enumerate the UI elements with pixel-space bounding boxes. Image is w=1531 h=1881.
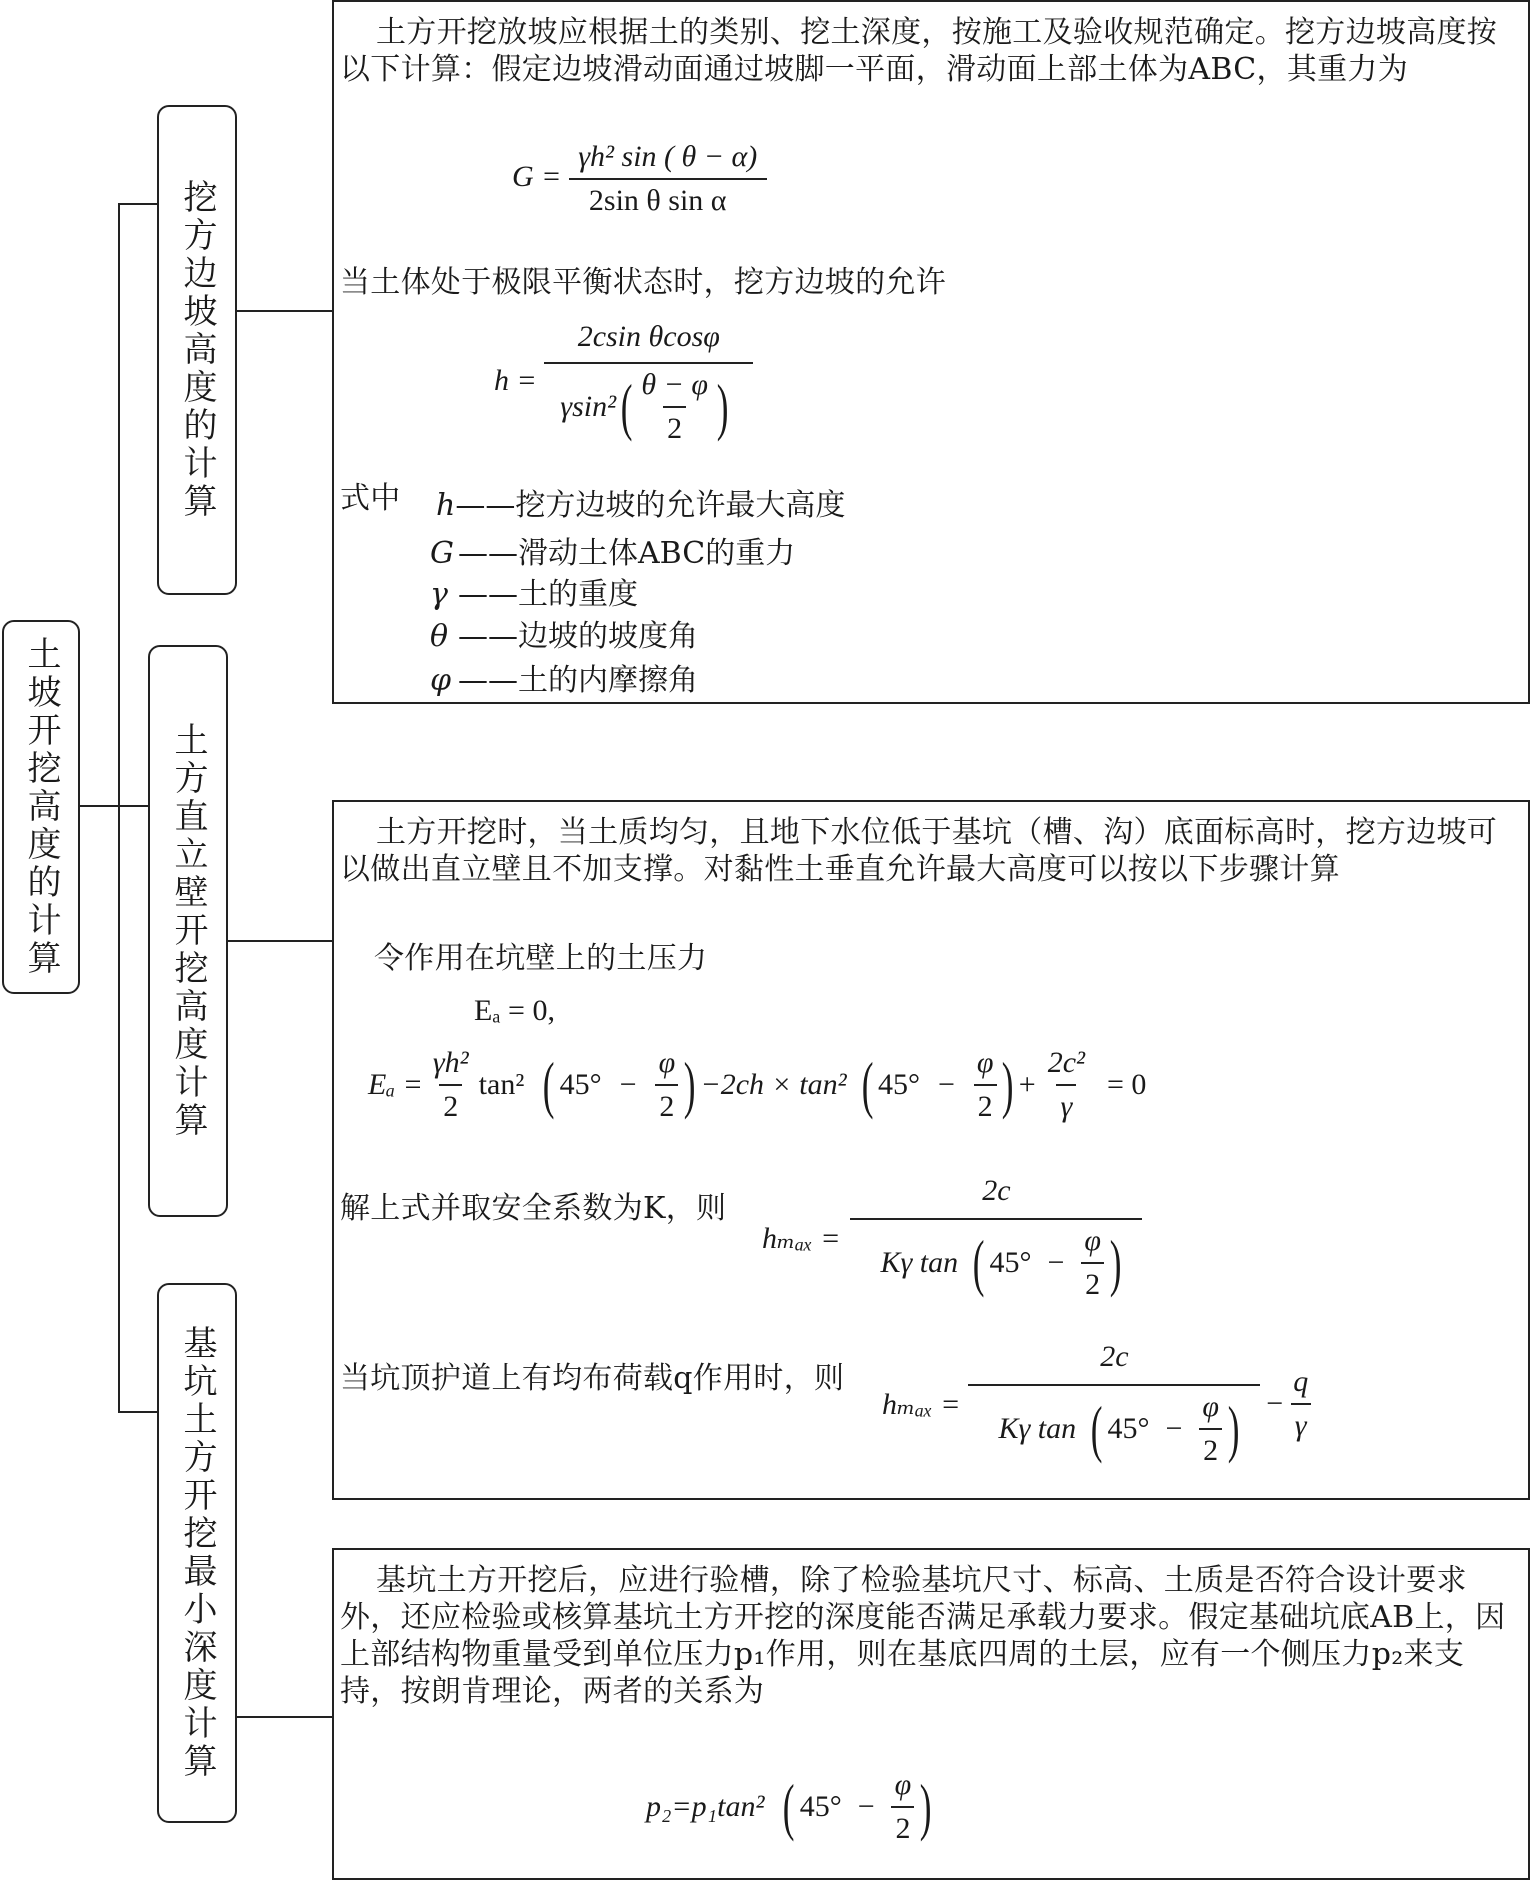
eq2-rparen2: )	[1002, 1049, 1014, 1120]
symbol-row-h	[436, 480, 845, 524]
panel3-intro: 基坑土方开挖后，应进行验槽，除了检验基坑尺寸、标高、土质是否符合设计要求外，还应检验或核算基坑土方开挖的深度能否满足承载力要求。假定基础坑底AB上，因上部结构物重量受到单位压力p₁作用，则在基底四周的土层，应有一个侧压力p₂来支持，按朗肯理论，两者的关系为	[340, 1563, 1506, 1709]
connector-trunk	[118, 203, 120, 1413]
symbol-row-phi	[430, 655, 698, 699]
hmax2-lhs: hₘₐₓ =	[882, 1387, 961, 1421]
panel2-line3: 解上式并取安全系数为K，则	[340, 1191, 727, 1226]
eq2-frac3	[973, 1046, 998, 1124]
p2-deg: 45°	[799, 1790, 842, 1823]
branch-label-3: 基坑土方开挖最小深度计算	[177, 1325, 217, 1781]
eq2-two1: 2	[655, 1084, 678, 1124]
formula-G-lhs: G =	[512, 159, 562, 193]
symbol-phi: φ	[430, 663, 452, 698]
eq2-frac1	[429, 1046, 473, 1124]
connector-branch-1	[118, 203, 158, 205]
panel-slope-height	[332, 0, 1530, 704]
formula-G-den: 2sin θ sin α	[569, 178, 767, 218]
hmax2-minus: −	[1165, 1412, 1183, 1445]
eq-Ea-full	[368, 1046, 1146, 1124]
hmax1-two: 2	[1081, 1262, 1104, 1302]
hmax1-den	[850, 1218, 1142, 1302]
symbol-gamma: γ	[430, 577, 448, 612]
eq2-tan: tan²	[478, 1068, 525, 1101]
symbol-row-theta	[430, 611, 698, 655]
branch-label-1: 挖方边坡高度的计算	[177, 179, 217, 521]
panel-vertical-wall	[332, 800, 1530, 1500]
eq2-minus1: −	[619, 1068, 637, 1101]
panel2-intro: 土方开挖时，当土质均匀，且地下水位低于基坑（槽、沟）底面标高时，挖方边坡可以做出直立壁且不加支撑。对黏性土垂直允许最大高度可以按以下步骤计算	[340, 815, 1498, 887]
connector-panel-2	[228, 940, 333, 942]
formula-G	[512, 140, 767, 218]
hmax1-lhs: hₘₐₓ =	[762, 1221, 841, 1255]
hmax1-phi: φ	[1084, 1224, 1101, 1257]
hmax2-den	[968, 1384, 1260, 1468]
formula-G-frac	[569, 140, 767, 218]
eq2-deg1: 45°	[559, 1068, 602, 1101]
eq2-f3-num: 2c²	[1047, 1046, 1086, 1079]
symbol-G-dash: ——	[458, 536, 518, 571]
hmax2-phi: φ	[1202, 1390, 1219, 1423]
formula-h-num: 2csin θcosφ	[577, 320, 720, 353]
connector-branch-3	[118, 1411, 158, 1413]
hmax1-den-pre: Kγ tan	[880, 1246, 959, 1279]
formula-G-num: γh² sin ( θ − α)	[578, 140, 758, 173]
eq2-frac2	[655, 1046, 680, 1124]
hmax2-tail-den: γ	[1291, 1403, 1311, 1443]
symbol-phi-dash: ——	[458, 663, 518, 698]
hmax2-two: 2	[1199, 1428, 1222, 1468]
panel-min-depth	[332, 1548, 1530, 1880]
p2-minus: −	[857, 1790, 875, 1823]
connector-panel-1	[235, 310, 333, 312]
hmax1-num: 2c	[982, 1174, 1011, 1207]
formula-h-den-den: 2	[663, 406, 686, 446]
p2-lhs: p₂=p₁tan²	[646, 1790, 765, 1823]
hmax2-deg: 45°	[1107, 1412, 1150, 1445]
formula-h-den-num: θ − φ	[641, 368, 708, 401]
hmax1-frac	[850, 1174, 1142, 1302]
formula-h-lparen: (	[620, 371, 633, 442]
eq2-rparen1: )	[683, 1049, 696, 1120]
eq2-frac4	[1044, 1046, 1089, 1124]
eq2-two2: 2	[974, 1084, 997, 1124]
hmax2-num: 2c	[1100, 1340, 1129, 1373]
root-label: 土坡开挖高度的计算	[21, 636, 61, 978]
hmax2-den-pre: Kγ tan	[998, 1412, 1077, 1445]
symbol-h-desc: 挖方边坡的允许最大高度	[515, 488, 846, 523]
panel2-line4: 当坑顶护道上有均布荷载q作用时，则	[340, 1361, 845, 1396]
symbol-theta-desc: 边坡的坡度角	[518, 619, 698, 654]
p2-two: 2	[891, 1806, 914, 1846]
hmax2-lparen: (	[1090, 1393, 1103, 1464]
p2-phi: φ	[894, 1768, 912, 1801]
panel2-line2: 令作用在坑壁上的土压力	[374, 941, 708, 976]
eq-hmax2	[882, 1340, 1312, 1468]
symbols-prefix: 式中	[340, 481, 401, 516]
panel1-intro: 土方开挖放坡应根据土的类别、挖土深度，按施工及验收规范确定。挖方边坡高度按以下计算：假定边坡滑动面通过坡脚一平面，滑动面上部土体为ABC，其重力为	[340, 15, 1498, 87]
p2-rparen: )	[920, 1771, 932, 1842]
formula-h-frac	[544, 320, 753, 446]
branch-node-3	[157, 1283, 237, 1823]
formula-h-rparen: )	[716, 371, 729, 442]
hmax2-rparen: )	[1227, 1393, 1240, 1464]
hmax1-inner	[1080, 1224, 1105, 1302]
eq2-minus2: −	[937, 1068, 955, 1101]
symbol-phi-desc: 土的内摩擦角	[518, 663, 698, 698]
eq-Ea-zero: Eₐ = 0,	[474, 994, 555, 1027]
branch-node-2	[148, 645, 228, 1217]
hmax2-frac	[968, 1340, 1260, 1468]
symbol-gamma-dash: ——	[458, 577, 518, 612]
symbol-row-gamma	[430, 569, 638, 613]
symbol-gamma-desc: 土的重度	[518, 577, 638, 612]
eq2-plus: +	[1018, 1068, 1036, 1101]
eq2-phi2: φ	[976, 1046, 994, 1079]
eq2-deg2: 45°	[877, 1068, 920, 1101]
eq2-f3-den: γ	[1056, 1084, 1076, 1124]
symbol-theta-dash: ——	[458, 619, 518, 654]
hmax1-minus: −	[1047, 1246, 1065, 1279]
symbol-h-dash: ——	[455, 488, 516, 523]
eq2-f1-num: γh²	[432, 1046, 469, 1079]
eq2-rhs: = 0	[1107, 1068, 1147, 1101]
connector-panel-3	[235, 1716, 333, 1718]
p2-lparen: (	[783, 1771, 795, 1842]
formula-h-lhs: h =	[494, 363, 537, 397]
branch-label-2: 土方直立壁开挖高度计算	[168, 722, 208, 1140]
p2-frac	[891, 1768, 916, 1846]
eq2-lparen1: (	[543, 1049, 555, 1120]
formula-h-inner-frac	[637, 368, 712, 446]
hmax2-tail-num: q	[1293, 1365, 1309, 1398]
eq-hmax1	[762, 1174, 1142, 1302]
formula-h-den-pre: γsin²	[560, 390, 617, 423]
symbol-h: h	[436, 488, 456, 523]
formula-h	[494, 320, 753, 446]
connector-branch-2	[118, 805, 148, 807]
eq-p2	[646, 1768, 937, 1846]
formula-h-den	[544, 362, 753, 446]
hmax1-deg: 45°	[989, 1246, 1032, 1279]
hmax1-rparen: )	[1109, 1227, 1122, 1298]
eq2-f1-den: 2	[439, 1084, 462, 1124]
symbol-row-G	[430, 528, 795, 572]
panel1-mid-text: 当土体处于极限平衡状态时，挖方边坡的允许	[340, 265, 946, 300]
symbol-theta: θ	[430, 619, 449, 654]
eq2-mid: −2ch × tan²	[700, 1068, 847, 1101]
eq2-lparen2: (	[861, 1049, 874, 1120]
eq2-phi1: φ	[658, 1046, 676, 1079]
hmax1-lparen: (	[972, 1227, 985, 1298]
root-node	[2, 620, 80, 994]
symbol-G: G	[430, 536, 454, 571]
hmax2-inner	[1198, 1390, 1223, 1468]
eq2-lhs: Eₐ =	[368, 1068, 423, 1101]
hmax2-tail-frac	[1289, 1365, 1312, 1443]
hmax2-tail-minus: −	[1266, 1387, 1284, 1420]
symbol-G-desc: 滑动土体ABC的重力	[518, 536, 796, 571]
branch-node-1	[157, 105, 237, 595]
